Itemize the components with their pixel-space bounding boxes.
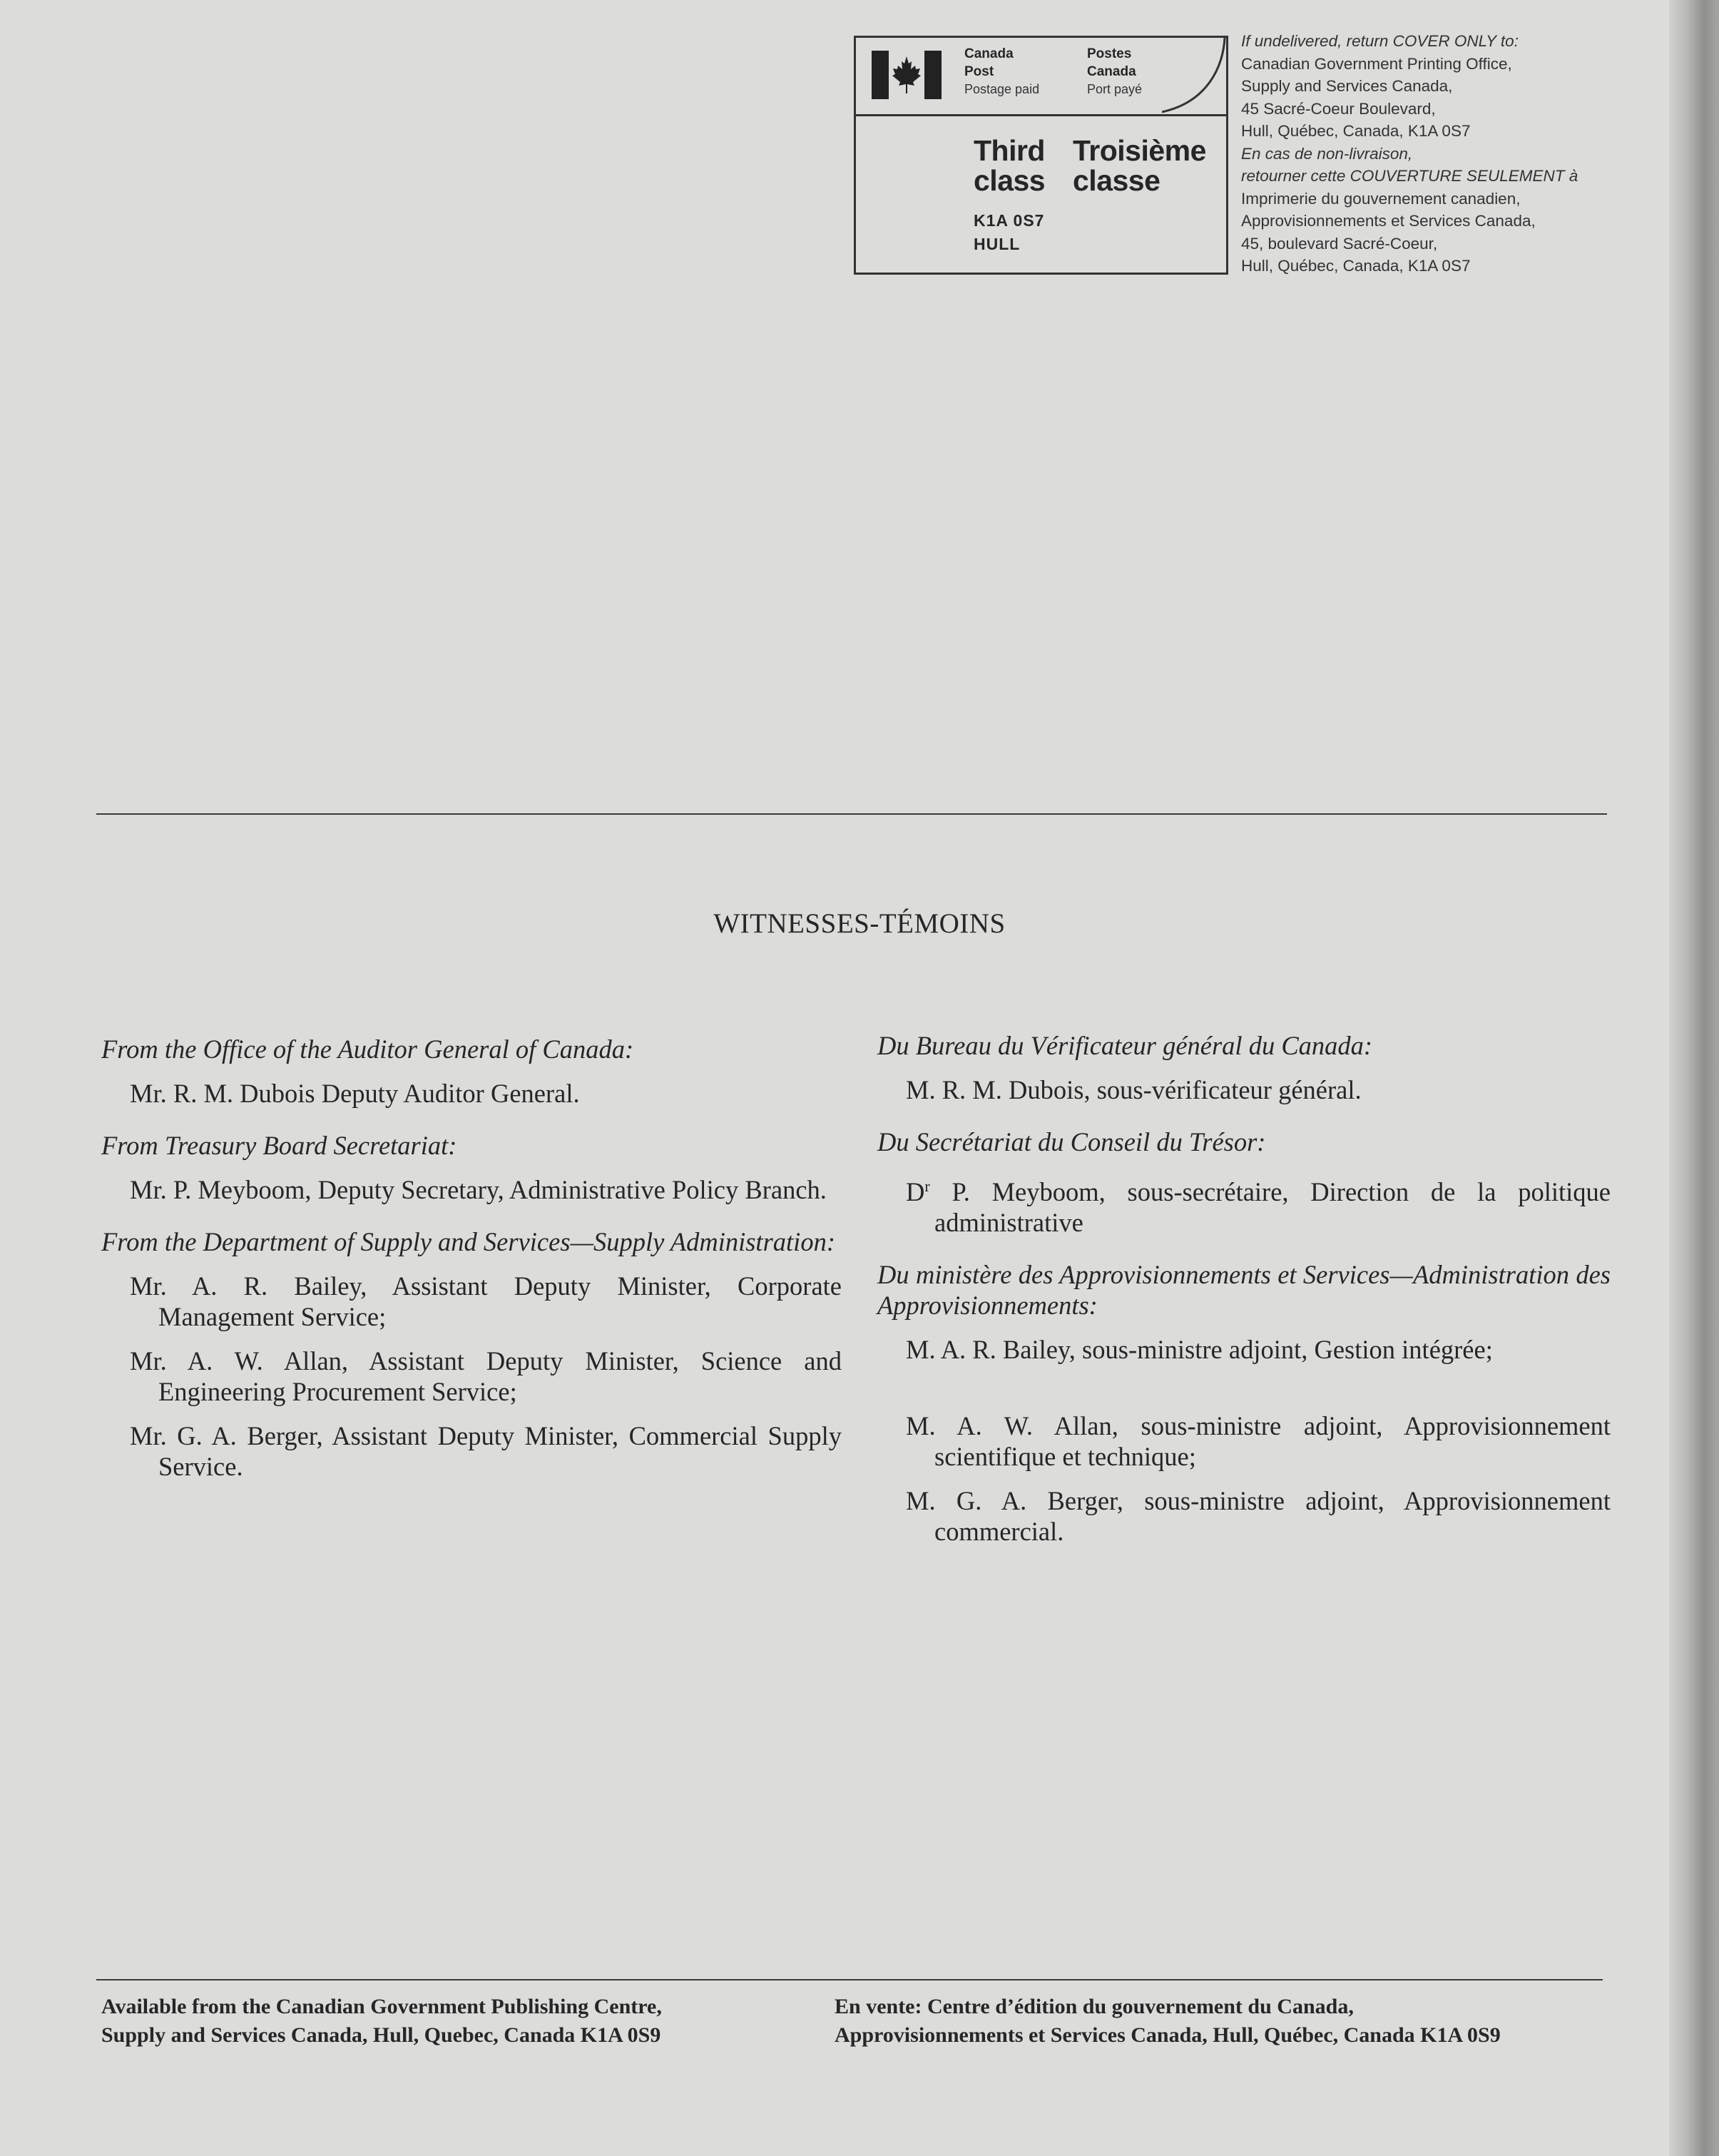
department-heading: From the Department of Supply and Services—Supply Administration: bbox=[101, 1227, 835, 1256]
witness-entry: M. G. A. Berger, sous-ministre adjoint, Approvisionnement commercial. bbox=[906, 1486, 1611, 1547]
class-fr-line2: classe bbox=[1073, 164, 1161, 197]
footer-fr-line2: Approvisionnements et Services Canada, Hull, Québec, Canada K1A 0S9 bbox=[835, 2023, 1501, 2047]
title-abbrev-superscript: r bbox=[924, 1177, 930, 1195]
witnesses-english-column bbox=[101, 1034, 842, 1503]
return-fr-line2: retourner cette COUVERTURE SEULEMENT à bbox=[1241, 167, 1578, 185]
witnesses-title: WITNESSES-TÉMOINS bbox=[713, 908, 1006, 939]
postage-paid-en: Postage paid bbox=[964, 82, 1040, 96]
witness-group bbox=[101, 1034, 842, 1109]
footer-french bbox=[835, 1993, 1501, 2050]
postes-canada-label bbox=[1087, 45, 1142, 98]
witness-entry: Mr. A. W. Allan, Assistant Deputy Minister, Science and Engineering Procurement Service; bbox=[130, 1346, 842, 1406]
return-en-line2: Canadian Government Printing Office, bbox=[1241, 54, 1512, 73]
witness-entry: Mr. A. R. Bailey, Assistant Deputy Minister, Corporate Management Service; bbox=[130, 1271, 842, 1331]
indicia-city: HULL bbox=[974, 235, 1021, 253]
class-fr-line1: Troisième bbox=[1073, 134, 1206, 167]
postes-fr: Postes bbox=[1087, 46, 1132, 61]
witness-entry: Mr. G. A. Berger, Assistant Deputy Minister, Commercial Supply Service. bbox=[130, 1421, 842, 1481]
department-heading: Du Secrétariat du Conseil du Trésor: bbox=[877, 1127, 1266, 1156]
witness-group bbox=[101, 1130, 842, 1205]
page-edge-shadow bbox=[1669, 0, 1719, 2156]
canada-fr: Canada bbox=[1087, 64, 1136, 79]
top-divider bbox=[96, 813, 1607, 815]
witness-entry: Mr. R. M. Dubois Deputy Auditor General. bbox=[130, 1079, 580, 1108]
return-en-line1: If undelivered, return COVER ONLY to: bbox=[1241, 32, 1519, 50]
indicia-postal-block bbox=[974, 209, 1044, 256]
footer-fr-line1: En vente: Centre d’édition du gouvernement du Canada, bbox=[835, 1995, 1354, 2018]
witness-entry: M. A. W. Allan, sous-ministre adjoint, Approvisionnement scientifique et technique; bbox=[906, 1411, 1611, 1472]
department-heading: From the Office of the Auditor General of Canada: bbox=[101, 1034, 634, 1064]
return-fr-line3: Imprimerie du gouvernement canadien, bbox=[1241, 189, 1521, 208]
witness-group bbox=[877, 1259, 1611, 1547]
witness-entry: M. A. R. Bailey, sous-ministre adjoint, Gestion intégrée; bbox=[906, 1335, 1493, 1365]
return-address bbox=[1241, 30, 1683, 278]
return-fr-line1: En cas de non-livraison, bbox=[1241, 144, 1413, 163]
return-en-line5: Hull, Québec, Canada, K1A 0S7 bbox=[1241, 122, 1471, 140]
indicia-postal-code: K1A 0S7 bbox=[974, 211, 1045, 230]
postage-indicia bbox=[854, 36, 1228, 275]
canada-post-label bbox=[964, 45, 1039, 98]
witness-entry: M. R. M. Dubois, sous-vérificateur général. bbox=[906, 1075, 1362, 1104]
class-en-line1: Third bbox=[974, 134, 1045, 167]
witness-entry bbox=[877, 1171, 1611, 1238]
indicia-corner-curve bbox=[1162, 38, 1226, 114]
class-en-line2: class bbox=[974, 164, 1046, 197]
return-en-line3: Supply and Services Canada, bbox=[1241, 77, 1453, 95]
footer-en-line1: Available from the Canadian Government Publishing Centre, bbox=[101, 1995, 662, 2018]
class-en bbox=[974, 136, 1045, 195]
department-heading: Du Bureau du Vérificateur général du Canada: bbox=[877, 1031, 1373, 1060]
canada-flag-icon bbox=[872, 51, 942, 99]
indicia-header bbox=[856, 38, 1226, 116]
port-paye-fr: Port payé bbox=[1087, 82, 1143, 96]
witnesses-french-column bbox=[877, 1030, 1611, 1568]
return-fr-line5: 45, boulevard Sacré-Coeur, bbox=[1241, 234, 1438, 253]
bottom-divider bbox=[96, 1979, 1603, 1980]
title-abbrev: D bbox=[906, 1177, 925, 1207]
department-heading: Du ministère des Approvisionnements et Services—Administration des Approvisionnements: bbox=[877, 1260, 1611, 1321]
department-heading: From Treasury Board Secretariat: bbox=[101, 1131, 457, 1160]
witness-group bbox=[877, 1127, 1611, 1238]
footer-english bbox=[101, 1993, 662, 2050]
return-fr-line6: Hull, Québec, Canada, K1A 0S7 bbox=[1241, 257, 1471, 275]
return-fr-line4: Approvisionnements et Services Canada, bbox=[1241, 212, 1536, 230]
witness-entry: Mr. P. Meyboom, Deputy Secretary, Administrative Policy Branch. bbox=[130, 1175, 827, 1204]
witness-entry-rest: P. Meyboom, sous-secrétaire, Direction de la politique administrative bbox=[929, 1177, 1611, 1238]
class-fr bbox=[1073, 136, 1206, 195]
return-en-line4: 45 Sacré-Coeur Boulevard, bbox=[1241, 99, 1436, 118]
canada-post-en: Canada bbox=[964, 46, 1014, 61]
witness-group bbox=[877, 1030, 1611, 1105]
canada-post-en2: Post bbox=[964, 64, 994, 79]
witness-group bbox=[101, 1226, 842, 1482]
footer-en-line2: Supply and Services Canada, Hull, Quebec, Canada K1A 0S9 bbox=[101, 2023, 661, 2047]
